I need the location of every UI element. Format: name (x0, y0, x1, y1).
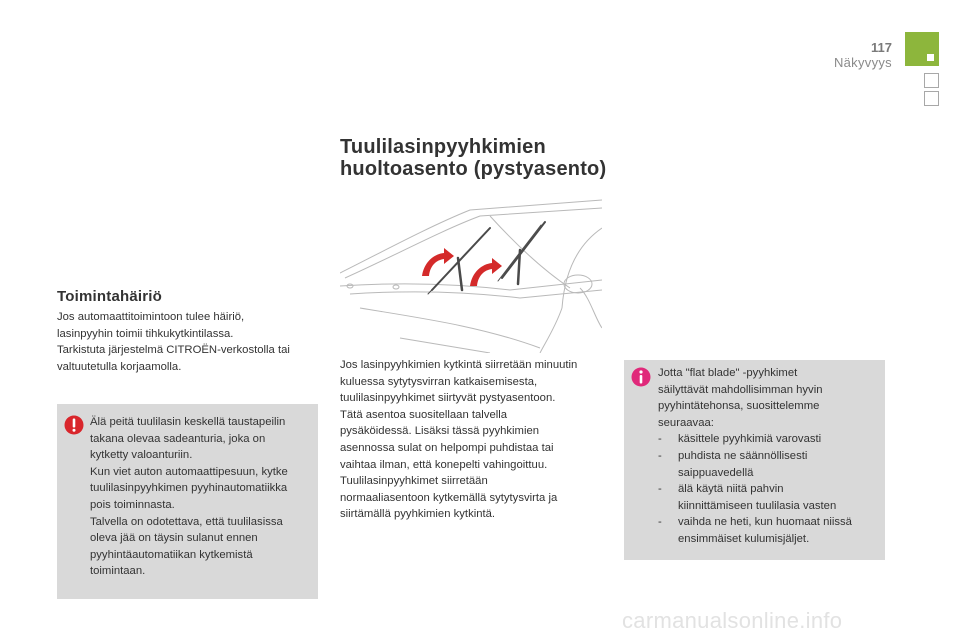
list-dash: - (658, 433, 662, 446)
list-item (658, 448, 880, 481)
text-line: takana olevaa sadeanturia, joka on (90, 432, 266, 445)
text-line: pyyhintäautomatiikan kytkemistä (90, 548, 253, 561)
warning-exclamation-icon (64, 415, 84, 435)
text-line: kytketty valoanturiin. (90, 449, 193, 462)
text-line: valtuutetulla korjaamolla. (57, 360, 182, 373)
list-dash: - (658, 516, 662, 529)
chapter-tab-active[interactable] (905, 32, 939, 66)
chapter-tab[interactable] (924, 91, 939, 106)
text-line: oleva jää on täysin sulanut ennen (90, 532, 258, 545)
info-icon (631, 367, 651, 387)
text-line: saippuavedellä (678, 466, 754, 479)
info-list (658, 431, 880, 547)
chapter-tab[interactable] (924, 73, 939, 88)
section-title: Näkyvyys (833, 55, 892, 70)
text-line: asennossa sulat on helpompi puhdistaa tai (340, 441, 554, 454)
warning-text (90, 414, 312, 580)
list-item (658, 431, 880, 448)
section-heading: Toimintahäiriö (57, 288, 163, 305)
text-line: tuulilasinpyyhkimen pyyhinautomatiikka (90, 482, 288, 495)
page-title (340, 136, 640, 180)
malfunction-text (57, 309, 319, 375)
text-line: käsittele pyyhkimiä varovasti (678, 433, 822, 446)
text-line: älä käytä niitä pahvin (678, 483, 784, 496)
text-line: pysäköidessä. Lisäksi tässä pyyhkimien (340, 425, 540, 438)
text-line: lasinpyyhin toimii tihkukytkintilassa. (57, 327, 234, 340)
text-line: tuulilasinpyyhkimet siirtyvät pystyasentoon. (340, 392, 556, 405)
text-line: Jos automaattitoimintoon tulee häiriö, (57, 311, 245, 323)
text-line: pyyhintätehonsa, suosittelemme (658, 400, 820, 413)
text-line: Jotta "flat blade" -pyyhkimet (658, 367, 798, 379)
text-line: säilyttävät mahdollisimman hyvin (658, 383, 823, 396)
text-line: vaihtaa ilman, että konepelti vahingoittuu. (340, 458, 548, 471)
text-line: kiinnittämiseen tuulilasia vasten (678, 499, 837, 512)
text-line: vaihda ne heti, kun huomaat niissä (678, 516, 852, 529)
text-line: pois toiminnasta. (90, 498, 175, 511)
list-item (658, 514, 880, 547)
text-line: Talvella on odotettava, että tuulilasissa (90, 515, 283, 528)
text-line: puhdista ne säännöllisesti (678, 449, 808, 462)
info-text (658, 365, 880, 548)
text-line: Älä peitä tuulilasin keskellä taustapeilin (90, 416, 286, 428)
text-line: toimintaan. (90, 565, 146, 578)
page-number: 117 (871, 40, 892, 55)
watermark: carmanualsonline.info (622, 608, 843, 633)
text-line: siirtämällä pyyhkimien kytkintä. (340, 508, 496, 521)
list-item (658, 481, 880, 514)
text-line: Tätä asentoa suositellaan talvella (340, 408, 508, 421)
info-intro (658, 365, 880, 431)
square-icon (927, 54, 934, 61)
text-line: Tarkistuta järjestelmä CITROËN-verkostolla tai (57, 344, 290, 357)
list-dash: - (658, 483, 662, 496)
procedure-text (340, 357, 605, 523)
title-line: Tuulilasinpyyhkimien (340, 136, 546, 158)
title-line: huoltoasento (pystyasento) (340, 158, 607, 180)
list-dash: - (658, 449, 662, 462)
text-line: Jos lasinpyyhkimien kytkintä siirretään minuutin (340, 359, 578, 371)
text-line: ensimmäiset kulumisjäljet. (678, 532, 810, 545)
text-line: normaaliasentoon kytkemällä sytytysvirta ja (340, 491, 558, 504)
text-line: kuluessa sytytysvirran katkaisemisesta, (340, 375, 538, 388)
wiper-illustration (340, 198, 602, 353)
text-line: Tuulilasinpyyhkimet siirretään (340, 475, 488, 488)
text-line: Kun viet auton automaattipesuun, kytke (90, 465, 288, 478)
text-line: seuraavaa: (658, 416, 714, 429)
